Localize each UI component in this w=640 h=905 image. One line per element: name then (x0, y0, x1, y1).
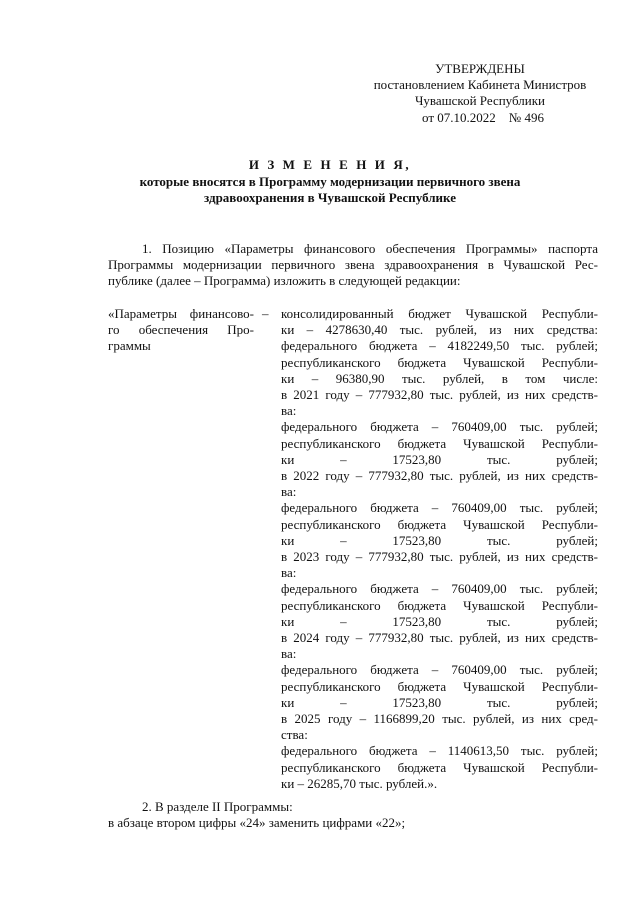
parameter-label-line: го обеспечения Про- (108, 322, 254, 338)
parameter-value-line: в 2025 году – 1166899,20 тыс. рублей, из них сред- (281, 711, 598, 727)
parameter-value-line: ва: (281, 646, 297, 662)
approval-line-1: постановлением Кабинета Министров (373, 77, 587, 93)
parameter-value-line: федерального бюджета – 760409,00 тыс. рублей; (281, 419, 598, 435)
heading-line-1: которые вносятся в Программу модернизации первичного звена (139, 174, 521, 190)
heading-line-2: здравоохранения в Чувашской Республике (204, 190, 456, 206)
parameter-value-line: республиканского бюджета Чувашской Республи- (281, 516, 598, 532)
parameter-value-line: ки – 17523,80 тыс. рублей; (281, 532, 598, 548)
parameter-value-line: ки – 17523,80 тыс. рублей; (281, 613, 598, 629)
paragraph-1-line: 1. Позицию «Параметры финансового обеспечения Программы» паспорта (142, 241, 598, 256)
parameter-value-line: федерального бюджета – 4182249,50 тыс. рублей; (281, 338, 598, 354)
parameter-value-line: ва: (281, 484, 297, 500)
parameter-value-line: в 2021 году – 777932,80 тыс. рублей, из них средств- (281, 387, 598, 403)
parameter-value-line: республиканского бюджета Чувашской Республи- (281, 597, 598, 613)
approval-title: УТВЕРЖДЕНЫ (435, 61, 525, 76)
paragraph-1-line: Программы модернизации первичного звена здравоохранения в Чувашской Рес- (108, 257, 598, 273)
parameter-value-line: в 2023 году – 777932,80 тыс. рублей, из них средств- (281, 549, 598, 565)
parameter-dash: – (262, 306, 269, 321)
parameter-value-line: ки – 17523,80 тыс. рублей; (281, 451, 598, 467)
parameter-value-line: республиканского бюджета Чувашской Республи- (281, 678, 598, 694)
parameter-value-line: федерального бюджета – 760409,00 тыс. рублей; (281, 581, 598, 597)
parameter-value-line: в 2022 году – 777932,80 тыс. рублей, из них средств- (281, 468, 598, 484)
parameter-value-line: республиканского бюджета Чувашской Республи- (281, 759, 598, 775)
parameter-value-line: федерального бюджета – 760409,00 тыс. рублей; (281, 500, 598, 516)
parameter-value-line: ва: (281, 403, 297, 419)
approval-date-line: от 07.10.2022 № 496 (422, 109, 544, 125)
paragraph-2-line: 2. В разделе II Программы: (142, 799, 293, 814)
paragraph-2 (108, 799, 598, 831)
parameter-value-line: ки – 4278630,40 тыс. рублей, из них средства: (281, 322, 598, 338)
paragraph-1-line: публике (далее – Программа) изложить в следующей редакции: (108, 273, 461, 289)
parameter-value-line: ки – 96380,90 тыс. рублей, в том числе: (281, 370, 598, 386)
approval-block (360, 61, 600, 126)
paragraph-2-line: в абзаце втором цифры «24» заменить цифрами «22»; (108, 815, 406, 831)
parameter-value-line: ства: (281, 727, 308, 743)
parameter-value-line: республиканского бюджета Чувашской Республи- (281, 435, 598, 451)
parameter-value (281, 306, 598, 792)
paragraph-1 (108, 241, 598, 290)
parameter-value-line: республиканского бюджета Чувашской Республи- (281, 354, 598, 370)
parameter-value-line: консолидированный бюджет Чувашской Республи- (281, 306, 598, 321)
approval-line-2: Чувашской Республики (414, 93, 546, 109)
document-heading (100, 157, 560, 207)
parameter-value-line: ки – 26285,70 тыс. рублей.». (281, 775, 438, 791)
parameter-value-line: федерального бюджета – 760409,00 тыс. рублей; (281, 662, 598, 678)
parameter-value-line: федерального бюджета – 1140613,50 тыс. рублей; (281, 743, 598, 759)
parameter-value-line: ки – 17523,80 тыс. рублей; (281, 694, 598, 710)
heading-title: И З М Е Н Е Н И Я, (248, 157, 412, 172)
parameter-value-line: ва: (281, 565, 297, 581)
parameter-label-line: «Параметры финансово- (108, 306, 254, 321)
parameter-label-line: граммы (108, 338, 151, 354)
parameter-label (108, 306, 254, 355)
parameter-value-line: в 2024 году – 777932,80 тыс. рублей, из них средств- (281, 630, 598, 646)
